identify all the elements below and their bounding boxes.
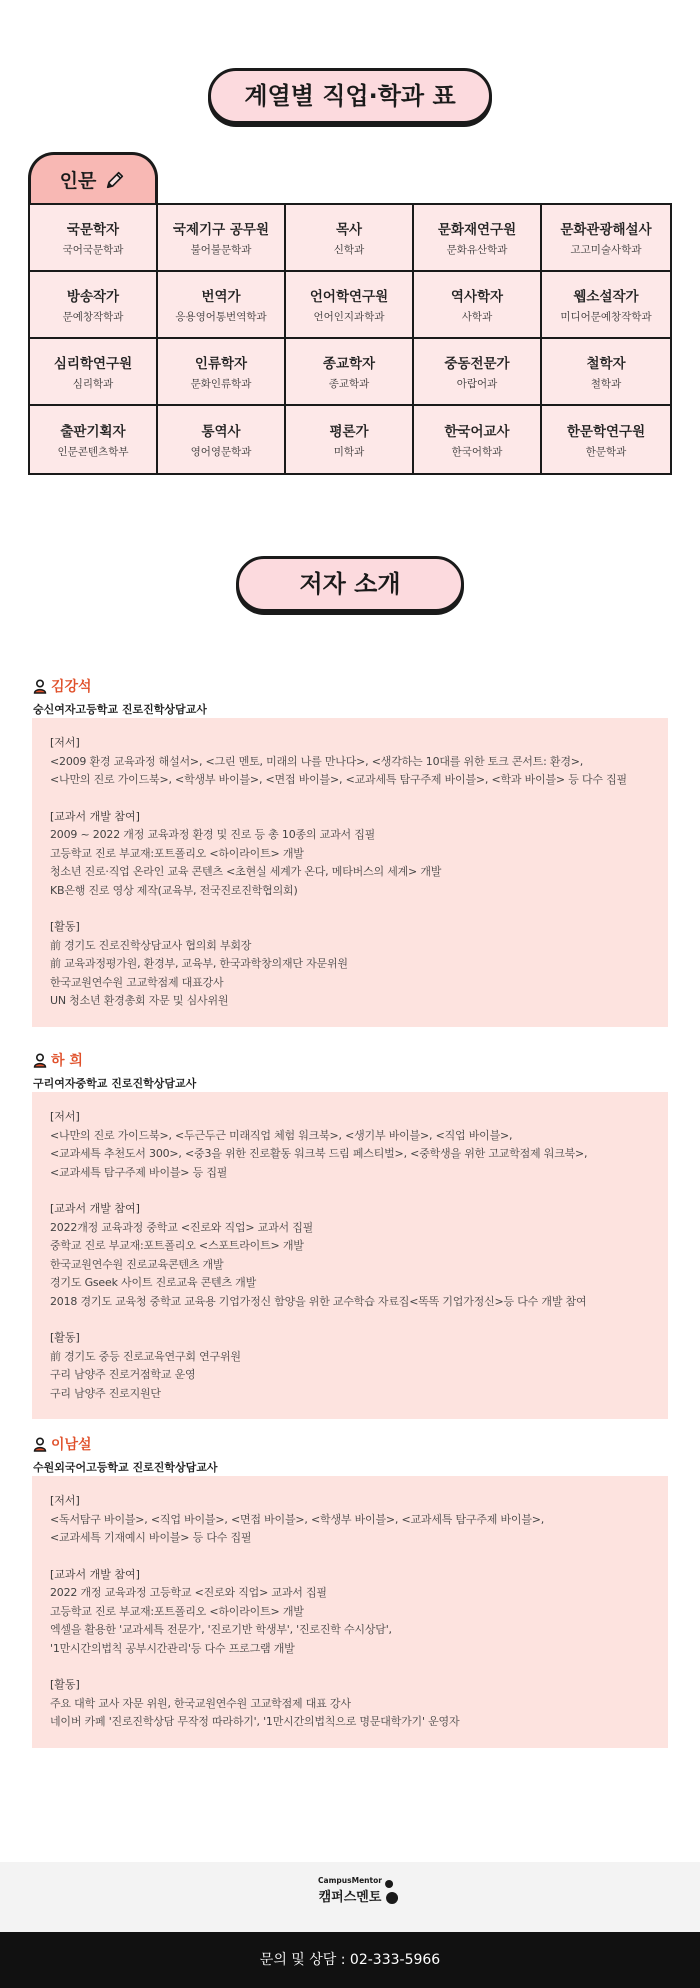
bio-line: 경기도 Gseek 사이트 진로교육 콘텐츠 개발 <box>50 1276 257 1289</box>
bio-line: UN 청소년 환경총회 자문 및 심사위원 <box>50 994 229 1007</box>
bio-line: <교과세특 탐구주제 바이블> 등 집필 <box>50 1165 228 1179</box>
bio-line: 중학교 진로 부교재:포트폴리오 <스포트라이트> 개발 <box>50 1239 304 1252</box>
category-tab <box>28 152 158 204</box>
table-cell <box>542 406 670 473</box>
bio-line: <나만의 진로 가이드북>, <두근두근 미래직업 체험 워크북>, <생기부 바이블>, <직업 바이블>, <box>50 1128 513 1142</box>
author-role: 수원외국어고등학교 진로진학상담교사 <box>33 1461 218 1474</box>
bio-section <box>50 1566 650 1659</box>
table-cell <box>414 339 542 406</box>
table-cell <box>30 272 158 339</box>
job-title: 출판기획자 <box>60 424 126 440</box>
authors-section-title: 저자 소개 <box>236 556 464 612</box>
author-header <box>33 676 207 717</box>
department-name: 종교학과 <box>328 378 370 390</box>
department-name: 불어불문학과 <box>190 244 252 256</box>
table-cell <box>542 339 670 406</box>
department-name: 미학과 <box>333 446 365 458</box>
bio-section <box>50 918 650 1011</box>
bio-line: 2022 개정 교육과정 고등학교 <진로와 직업> 교과서 집필 <box>50 1586 327 1599</box>
category-label: 인문 <box>59 170 97 192</box>
table-cell <box>542 205 670 272</box>
table-cell <box>286 205 414 272</box>
table-cell <box>286 339 414 406</box>
person-icon <box>33 1437 47 1452</box>
department-name: 문화유산학과 <box>446 244 508 256</box>
department-name: 문화인류학과 <box>190 378 252 390</box>
bio-section <box>50 808 650 901</box>
job-title: 인류학자 <box>194 356 248 372</box>
author-header <box>33 1434 217 1475</box>
department-name: 언어인지과학과 <box>313 311 385 323</box>
job-title: 중동전문가 <box>444 356 510 372</box>
author-bio-box <box>32 1476 668 1748</box>
department-name: 응용영어통번역학과 <box>175 311 267 323</box>
author-name-row <box>33 676 207 696</box>
contact-bar: 문의 및 상담 : 02-333-5966 <box>0 1932 700 1988</box>
table-cell <box>286 272 414 339</box>
bio-line: '1만시간의법칙 공부시간관리'등 다수 프로그램 개발 <box>50 1641 295 1655</box>
department-name: 철학과 <box>590 378 622 390</box>
job-title: 언어학연구원 <box>309 289 389 305</box>
bio-section <box>50 1200 650 1311</box>
campus-mentor-logo <box>318 1876 382 1905</box>
job-title: 한국어교사 <box>444 424 510 440</box>
table-cell <box>30 406 158 473</box>
job-title: 목사 <box>335 222 363 238</box>
job-title: 국문학자 <box>66 222 120 238</box>
author-header <box>33 1050 196 1091</box>
job-title: 철학자 <box>586 356 626 372</box>
bio-line: 구리 남양주 진로거점학교 운영 <box>50 1368 196 1381</box>
footer-logo-area <box>0 1862 700 1932</box>
department-name: 아랍어과 <box>456 378 498 390</box>
department-name: 한문학과 <box>585 446 627 458</box>
bio-section-title: [활동] <box>50 1331 80 1344</box>
bio-section <box>50 1676 650 1732</box>
person-icon <box>33 1053 47 1068</box>
department-name: 영어영문학과 <box>190 446 252 458</box>
logo-english: CampusMentor <box>318 1876 382 1885</box>
pencil-icon <box>104 169 126 191</box>
bio-section-title: [교과서 개발 참여] <box>50 1567 140 1581</box>
department-name: 인문콘텐츠학부 <box>57 446 129 458</box>
bio-line: 한국교원연수원 진로교육콘텐츠 개발 <box>50 1257 224 1271</box>
job-title: 문화관광해설사 <box>560 222 652 238</box>
job-title: 한문학연구원 <box>566 424 646 440</box>
bio-line: 고등학교 진로 부교재:포트폴리오 <하이라이트> 개발 <box>50 846 304 860</box>
bio-section-title: [활동] <box>50 1678 80 1691</box>
bio-line: 前 교육과정평가원, 환경부, 교육부, 한국과학창의재단 자문위원 <box>50 957 348 970</box>
bio-section-title: [저서] <box>50 736 80 749</box>
job-title: 종교학자 <box>322 356 376 372</box>
table-cell <box>414 272 542 339</box>
bio-section-title: [활동] <box>50 920 80 933</box>
bio-section-title: [교과서 개발 참여] <box>50 1202 140 1215</box>
bio-section-title: [저서] <box>50 1494 80 1507</box>
table-cell <box>158 272 286 339</box>
job-title: 역사학자 <box>450 289 504 305</box>
department-name: 심리학과 <box>72 378 114 390</box>
author-bio-box <box>32 718 668 1027</box>
department-name: 고고미술사학과 <box>570 244 642 256</box>
table-cell <box>30 205 158 272</box>
bio-line: <2009 환경 교육과정 해설서>, <그린 멘토, 미래의 나를 만나다>, <생각하는 10대를 위한 토크 콘서트: 환경>, <box>50 754 584 768</box>
table-cell <box>158 339 286 406</box>
job-title: 심리학연구원 <box>53 356 133 372</box>
bio-line: 청소년 진로·직업 온라인 교육 콘텐츠 <초현실 세계가 온다, 메타버스의 세계> 개발 <box>50 865 442 878</box>
bio-line: 주요 대학 교사 자문 위원, 한국교원연수원 고교학점제 대표 강사 <box>50 1696 351 1710</box>
table-cell <box>158 406 286 473</box>
author-role: 구리여자중학교 진로진학상담교사 <box>33 1077 197 1090</box>
bio-line: <독서탐구 바이블>, <직업 바이블>, <면접 바이블>, <학생부 바이블>, <교과세특 탐구주제 바이블>, <box>50 1512 545 1526</box>
department-name: 사학과 <box>461 311 493 323</box>
bio-section-title: [저서] <box>50 1110 80 1123</box>
author-name-row <box>33 1434 217 1454</box>
bio-section <box>50 1492 650 1548</box>
bio-line: 2022개정 교육과정 중학교 <진로와 직업> 교과서 집필 <box>50 1220 314 1234</box>
job-title: 통역사 <box>201 424 241 440</box>
department-name: 미디어문예창작학과 <box>560 311 652 323</box>
bio-section <box>50 1329 650 1403</box>
bio-line: <나만의 진로 가이드북>, <학생부 바이블>, <면접 바이블>, <교과세특 탐구주제 바이블>, <학과 바이블> 등 다수 집필 <box>50 773 627 786</box>
bio-line: 한국교원연수원 고교학점제 대표강사 <box>50 975 224 989</box>
department-name: 문예창작학과 <box>62 311 124 323</box>
author-bio-box <box>32 1092 668 1419</box>
table-cell <box>286 406 414 473</box>
table-cell <box>30 339 158 406</box>
job-title: 웹소설작가 <box>573 289 639 305</box>
logo-mark-icon <box>384 1878 398 1908</box>
table-cell <box>158 205 286 272</box>
bio-line: 前 경기도 중등 진로교육연구회 연구위원 <box>50 1349 241 1363</box>
author-name-row <box>33 1050 196 1070</box>
bio-line: <교과세특 기재예시 바이블> 등 다수 집필 <box>50 1531 252 1544</box>
bio-line: 2018 경기도 교육청 중학교 교육용 기업가정신 함양을 위한 교수학습 자료집<똑똑 기업가정신>등 다수 개발 참여 <box>50 1294 587 1308</box>
bio-line: 엑셀을 활용한 '교과세특 전문가', '진로기반 학생부', '진로진학 수시상담', <box>50 1623 392 1636</box>
department-name: 한국어학과 <box>451 446 503 458</box>
department-name: 신학과 <box>333 244 365 256</box>
logo-korean: 캠퍼스멘토 <box>318 1890 382 1905</box>
author-name: 이남설 <box>51 1437 92 1453</box>
job-title: 문화재연구원 <box>437 222 517 238</box>
page-title: 계열별 직업·학과 표 <box>208 68 492 124</box>
job-title: 방송작가 <box>66 289 120 305</box>
person-icon <box>33 679 47 694</box>
table-cell <box>542 272 670 339</box>
author-role: 숭신여자고등학교 진로진학상담교사 <box>33 703 207 716</box>
bio-line: 구리 남양주 진로지원단 <box>50 1386 161 1400</box>
author-name: 하 희 <box>51 1053 83 1069</box>
table-cell <box>414 406 542 473</box>
job-title: 번역가 <box>201 289 241 305</box>
bio-line: 고등학교 진로 부교재:포트폴리오 <하이라이트> 개발 <box>50 1604 304 1618</box>
table-cell <box>414 205 542 272</box>
job-title: 국제기구 공무원 <box>173 222 269 238</box>
bio-section-title: [교과서 개발 참여] <box>50 809 140 823</box>
department-name: 국어국문학과 <box>62 244 124 256</box>
job-dept-table <box>28 203 672 475</box>
bio-line: 네이버 카페 '진로진학상담 무작정 따라하기', '1만시간의법칙으로 명문대학가기' 운영자 <box>50 1715 460 1728</box>
bio-line: 2009 ~ 2022 개정 교육과정 환경 및 진로 등 총 10종의 교과서 집필 <box>50 828 376 841</box>
job-title: 평론가 <box>329 424 369 440</box>
author-name: 김강석 <box>51 679 92 695</box>
bio-section <box>50 1108 650 1182</box>
bio-line: KB은행 진로 영상 제작(교육부, 전국진로진학협의회) <box>50 883 298 897</box>
bio-line: 前 경기도 진로진학상담교사 협의회 부회장 <box>50 938 252 952</box>
bio-line: <교과세특 추천도서 300>, <중3을 위한 진로활동 워크북 드림 페스티벌>, <중학생을 위한 고교학점제 워크북>, <box>50 1147 588 1160</box>
bio-section <box>50 734 650 790</box>
